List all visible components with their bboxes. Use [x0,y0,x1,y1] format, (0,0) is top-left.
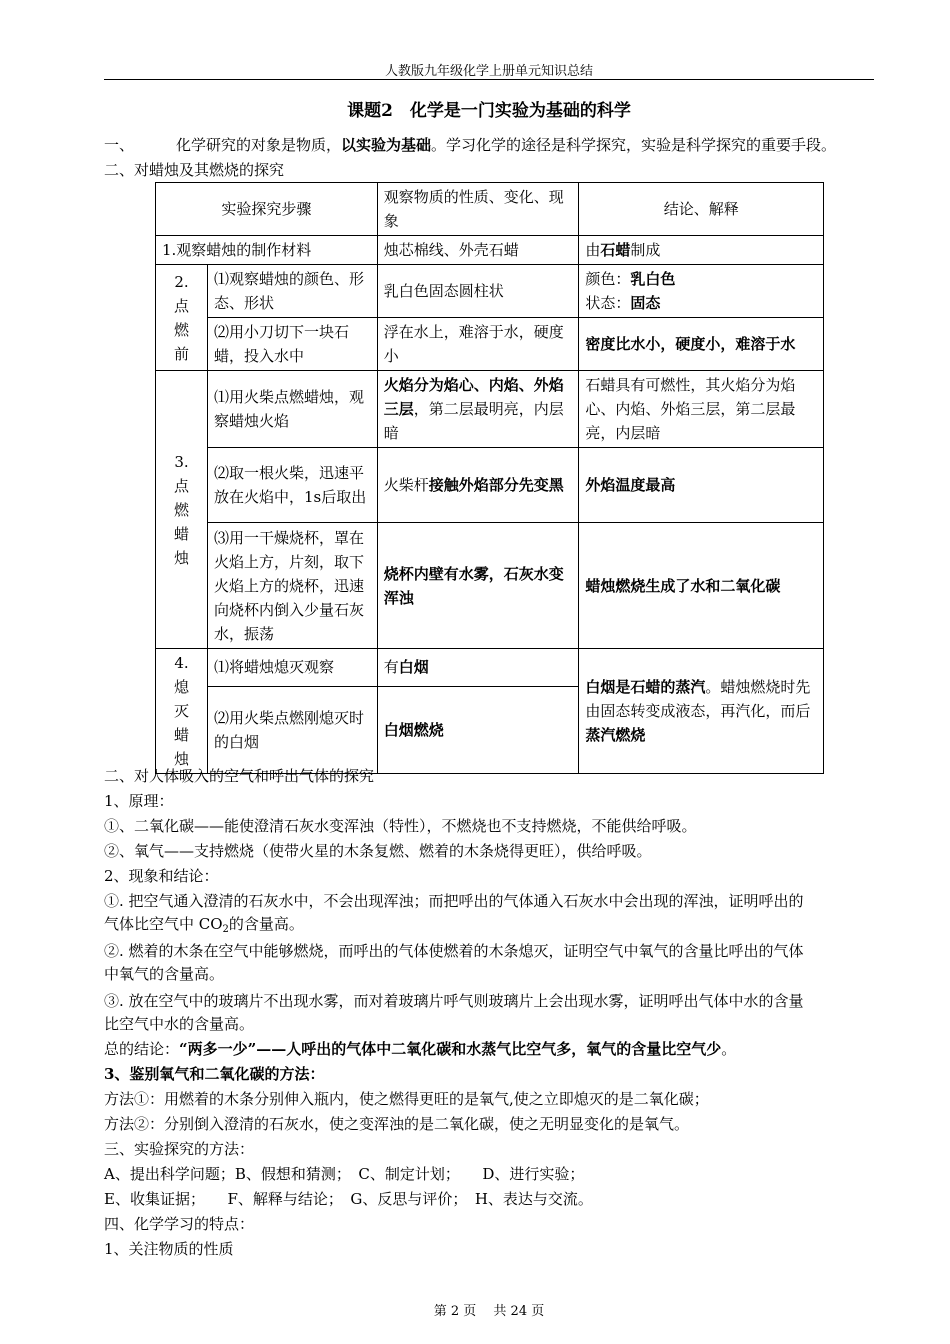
step-cell: ⑴观察蜡烛的颜色、形态、形状 [207,265,377,318]
header-conclusion: 结论、解释 [579,183,824,236]
section-2-title: 二、对蜡烛及其燃烧的探究 [104,161,285,179]
group-label-burning [156,371,208,649]
step-cell: ⑵取一根火柴，迅速平放在火焰中，1s后取出 [207,448,377,523]
group-label-char: 点 [173,476,189,495]
table-row [156,448,824,523]
table-row [156,318,824,371]
group-label-char: 燃 [173,500,189,519]
conclusion-text: 状态： [585,294,631,312]
phenomenon-1-line-2 [104,913,304,941]
phenomenon-3-line-1: ③. 放在空气中的玻璃片不出现水雾，而对着玻璃片呼气则玻璃片上会出现水雾，证明呼出气体中水的含量 [104,992,804,1010]
observe-bold: 接触外焰部分先变黑 [428,476,564,494]
observe-cell [377,371,579,448]
conclusion-cell [579,265,824,318]
group-label-char: 烛 [173,750,189,768]
step-cell: ⑶用一干燥烧杯，罩在火焰上方，片刻，取下火焰上方的烧杯，迅速向烧杯内倒入少量石灰水，振荡 [207,523,377,649]
conclusion-text: 。蜡烛燃烧时先由固态转变成液态，再汽化，而后 [585,678,811,720]
step-cell: ⑵用小刀切下一块石蜡，投入水中 [207,318,377,371]
observe-bold: 火焰分为焰心、内焰、外焰三层 [383,376,564,418]
observe-cell: 烛芯棉线、外壳石蜡 [377,236,579,265]
experiment-table [155,182,824,774]
group-label-char: 点 [173,296,189,315]
section-1-text-post: 。学习化学的途径是科学探究，实验是科学探究的重要手段。 [431,136,837,154]
table-row [156,523,824,649]
text: 的含量高。 [228,915,304,933]
text: 总的结论： [104,1040,180,1058]
table-header-row [156,183,824,236]
conclusion-cell: 外焰温度最高 [579,448,824,523]
group-label-before [156,265,208,371]
summary-bold: “两多一少”——人呼出的气体中二氧化碳和水蒸气比空气多，氧气的含量比空气少 [179,1040,722,1058]
inquiry-steps-1: A、提出科学问题；B、假想和猜测； C、制定计划； D、进行实验； [104,1165,585,1183]
section-1-text-bold: 以实验为基础 [341,136,432,154]
step-cell: ⑴用火柴点燃蜡烛，观察蜡烛火焰 [207,371,377,448]
table-row [156,649,824,687]
conclusion-bold: 白烟是石蜡的蒸汽 [585,678,706,696]
group-label-char: 蜡 [173,524,189,543]
method-title: 3、鉴别氧气和二氧化碳的方法： [104,1065,325,1083]
conclusion-bold: 蒸汽燃烧 [585,726,646,744]
observe-text: ，第二层最明亮，内层暗 [383,400,564,442]
method-2: 方法②：分别倒入澄清的石灰水，使之变浑浊的是二氧化碳，使之无明显变化的是氧气。 [104,1115,690,1133]
group-label-extinguish [156,649,208,774]
observe-cell [377,649,579,687]
conclusion-bold: 固态 [630,294,661,312]
principle-o2: ②、氧气——支持燃烧（使带火星的木条复燃、燃着的木条烧得更旺），供给呼吸。 [104,842,652,860]
conclusion-text: 颜色： [585,270,631,288]
observe-cell: 白烟燃烧 [377,686,579,773]
conclusion-bold: 乳白色 [630,270,676,288]
principle-co2: ①、二氧化碳——能使澄清石灰水变浑浊（特性），不燃烧也不支持燃烧，不能供给呼吸。 [104,817,697,835]
group-label-char: 燃 [173,320,189,339]
text: 。 [721,1040,737,1058]
group-label-char: 灭 [173,702,189,720]
summary-conclusion [104,1038,736,1060]
conclusion-cell: 石蜡具有可燃性，其火焰分为焰心、内焰、外焰三层，第二层最亮，内层暗 [579,371,824,448]
conclusion-cell [579,236,824,265]
header-steps: 实验探究步骤 [156,183,378,236]
table-row [156,265,824,318]
group-label-char: 2. [174,272,189,291]
conclusion-text: 由 [585,241,601,259]
observe-bold: 白烟 [398,658,429,677]
subscript: 2 [222,924,229,935]
phenomena-title: 2、现象和结论： [104,867,219,885]
conclusion-bold: 石蜡 [600,241,631,259]
observe-text: 有 [383,658,399,677]
conclusion-text: 制成 [630,241,661,259]
page-title: 课题2 化学是一门实验为基础的科学 [347,101,631,121]
observe-cell: 烧杯内壁有水雾，石灰水变浑浊 [377,523,579,649]
section-3-title: 二、对人体吸入的空气和呼出气体的探究 [104,767,375,785]
conclusion-cell [579,649,824,774]
header-divider [104,79,874,80]
section-1 [104,134,836,156]
phenomenon-2-line-2: 中氧气的含量高。 [104,965,225,983]
phenomenon-3-line-2: 比空气中水的含量高。 [104,1015,255,1033]
observe-cell [377,448,579,523]
conclusion-cell: 密度比水小，硬度小，难溶于水 [579,318,824,371]
header-observe: 观察物质的性质、变化、现象 [377,183,579,236]
phenomenon-1-line-1: ①. 把空气通入澄清的石灰水中，不会出现浑浊；而把呼出的气体通入石灰水中会出现的浑浊，证明呼出的 [104,892,804,910]
group-label-char: 4. [174,654,189,672]
principle-title: 1、原理： [104,792,174,810]
step-cell: ⑴将蜡烛熄灭观察 [207,649,377,687]
step-cell: ⑵用火柴点燃刚熄灭时的白烟 [207,686,377,773]
observe-cell: 浮在水上，难溶于水，硬度小 [377,318,579,371]
inquiry-steps-2: E、收集证据； F、解释与结论； G、反思与评价； H、表达与交流。 [104,1190,593,1208]
phenomenon-2-line-1: ②. 燃着的木条在空气中能够燃烧，而呼出的气体使燃着的木条熄灭，证明空气中氧气的含量比呼出的气体 [104,942,804,960]
group-label-char: 烛 [173,548,189,567]
conclusion-cell: 蜡烛燃烧生成了水和二氧化碳 [579,523,824,649]
observe-cell: 乳白色固态圆柱状 [377,265,579,318]
section-5-title: 四、化学学习的特点： [104,1215,255,1233]
group-label-char: 前 [173,344,189,363]
group-label-char: 熄 [173,678,189,696]
page-footer: 第 2 页 共 24 页 [433,1304,545,1319]
section-5-item-1: 1、关注物质的性质 [104,1240,234,1258]
page-header: 人教版九年级化学上册单元知识总结 [384,64,593,79]
text: 气体比空气中 CO [104,915,223,933]
step-cell: 1.观察蜡烛的制作材料 [156,236,378,265]
group-label-char: 3. [174,452,189,471]
section-1-number: 一、 [104,136,135,154]
table-row [156,236,824,265]
section-4-title: 三、实验探究的方法： [104,1140,255,1158]
section-1-text-pre: 化学研究的对象是物质， [176,136,342,154]
table-row [156,371,824,448]
group-label-char: 蜡 [173,726,189,744]
observe-text: 火柴杆 [383,476,429,494]
method-1: 方法①：用燃着的木条分别伸入瓶内，使之燃得更旺的是氧气,使之立即熄灭的是二氧化碳； [104,1090,709,1108]
